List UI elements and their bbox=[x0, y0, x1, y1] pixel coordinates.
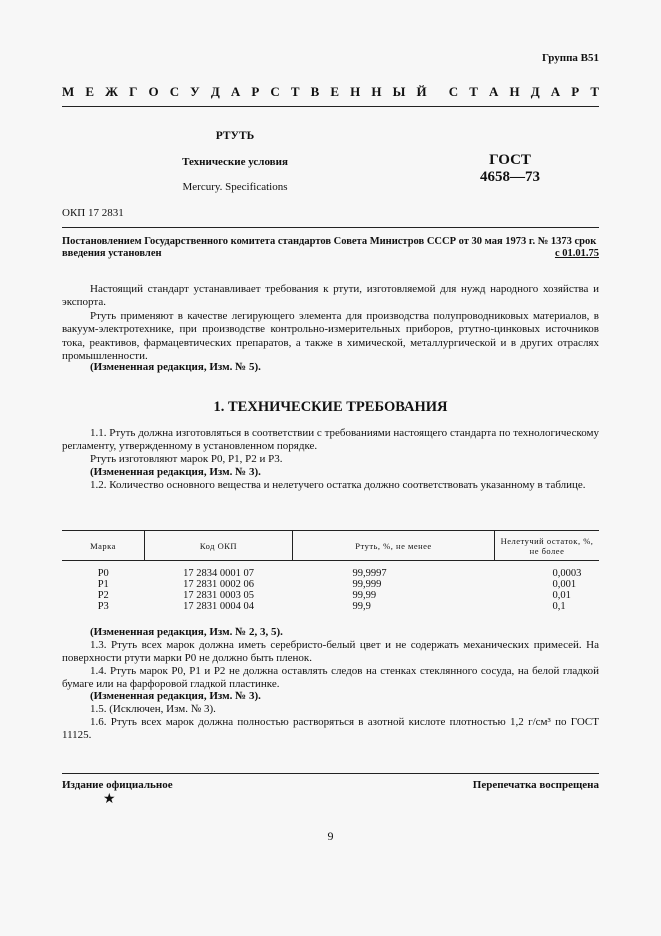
cell-residue: 0,0003 bbox=[552, 568, 582, 579]
official-edition-label: Издание официальное bbox=[62, 779, 173, 791]
cell-mercury: 99,9 bbox=[352, 601, 371, 612]
banner-letter: Д bbox=[530, 84, 540, 99]
cell-grade: Р1 bbox=[97, 579, 109, 590]
cell-okp: 17 2831 0003 05 bbox=[183, 590, 254, 601]
footer-divider bbox=[62, 773, 599, 774]
cell-mercury: 99,99 bbox=[352, 590, 377, 601]
banner-letter: Р bbox=[251, 84, 260, 99]
cell-grade: Р2 bbox=[97, 590, 109, 601]
gost-label: ГОСТ bbox=[489, 152, 531, 168]
star-icon: ★ bbox=[103, 792, 116, 807]
table-row bbox=[62, 601, 599, 612]
english-title: Mercury. Specifications bbox=[182, 181, 288, 193]
banner-letter: В bbox=[310, 84, 320, 99]
banner-letter: Т bbox=[290, 84, 300, 99]
clause-1-3: 1.3. Ртуть всех марок должна иметь серебристо-белый цвет и не содержать механических примесей. На поверхности ртути марки Р0 не должно быть пленок. bbox=[62, 639, 599, 665]
composition-table bbox=[62, 530, 599, 612]
okp-code: ОКП 17 2831 bbox=[62, 207, 124, 219]
banner-letter: Д bbox=[210, 84, 220, 99]
clause-1-6: 1.6. Ртуть всех марок должна полностью растворяться в азотной кислоте плотностью 1,2 г/см³ по ГОСТ 11125. bbox=[62, 716, 599, 742]
banner-letter: А bbox=[230, 84, 241, 99]
header-residue: Нелетучий остаток, %, не более bbox=[495, 531, 600, 561]
header-grade: Марка bbox=[62, 531, 145, 561]
header-mercury: Ртуть, %, не менее bbox=[293, 531, 495, 561]
banner-letter: Е bbox=[330, 84, 340, 99]
table-row bbox=[62, 579, 599, 590]
cell-okp: 17 2834 0001 07 bbox=[183, 568, 254, 579]
interstate-standard-banner bbox=[62, 84, 599, 100]
reprint-prohibited-label: Перепечатка воспрещена bbox=[472, 779, 599, 791]
page-number: 9 bbox=[327, 829, 334, 843]
clause-1-5 bbox=[62, 703, 599, 716]
table-amendment: (Измененная редакция, Изм. № 2, 3, 5). bbox=[90, 626, 283, 638]
banner-letter: Н bbox=[371, 84, 382, 99]
cell-grade: Р0 bbox=[97, 568, 109, 579]
table-header-row bbox=[62, 531, 599, 561]
banner-letter: Т bbox=[590, 84, 599, 99]
decree-block bbox=[62, 236, 599, 260]
intro-amendment: (Измененная редакция, Изм. № 5). bbox=[90, 361, 261, 373]
cell-mercury: 99,999 bbox=[352, 579, 382, 590]
banner-letter: Е bbox=[85, 84, 95, 99]
cell-residue: 0,001 bbox=[552, 579, 577, 590]
banner-letter: С bbox=[270, 84, 280, 99]
document-subtitle: Технические условия bbox=[182, 156, 288, 168]
clause-1-1-amendment: (Измененная редакция, Изм. № 3). bbox=[90, 466, 261, 478]
clause-1-1: 1.1. Ртуть должна изготовляться в соответствии с требованиями настоящего стандарта по технологическому регламенту, утвержденному в установленном порядке. bbox=[62, 427, 599, 453]
cell-residue: 0,1 bbox=[552, 601, 566, 612]
banner-letter: У bbox=[190, 84, 200, 99]
header-okp-code: Код ОКП bbox=[145, 531, 293, 561]
table-row bbox=[62, 561, 599, 580]
table-row bbox=[62, 590, 599, 601]
cell-grade: Р3 bbox=[97, 601, 109, 612]
banner-letter: О bbox=[148, 84, 159, 99]
banner-letter: М bbox=[62, 84, 75, 99]
clause-1-2: 1.2. Количество основного вещества и нелетучего остатка должно соответствовать указанному в таблице. bbox=[90, 479, 586, 491]
decree-text: Постановлением Государственного комитета стандартов Совета Министров СССР от 30 мая 1973 г. № 1373 срок введения установлен bbox=[62, 236, 597, 259]
group-code: Группа В51 bbox=[541, 52, 599, 64]
clause-1-4-amendment: (Измененная редакция, Изм. № 3). bbox=[90, 690, 261, 702]
clause-1-5-text: 1.5. (Исключен, Изм. № 3). bbox=[90, 703, 216, 715]
cell-mercury: 99,9997 bbox=[352, 568, 387, 579]
banner-letter: Г bbox=[129, 84, 138, 99]
banner-letter: А bbox=[489, 84, 499, 99]
section-heading: 1. ТЕХНИЧЕСКИЕ ТРЕБОВАНИЯ bbox=[213, 399, 448, 415]
banner-letter: Т bbox=[469, 84, 478, 99]
banner-letter: А bbox=[550, 84, 561, 99]
top-divider bbox=[62, 106, 599, 107]
intro-paragraph-2: Ртуть применяют в качестве легирующего элемента для производства полупроводниковых материалов, в вакуум-электротехнике, при производстве контрольно-измерительных приборов, ртутно-цинковых источников тока, реактивов, фармацевтических препаратов, а также в химической, металлургической и в других отраслях промышленности. bbox=[62, 310, 599, 362]
banner-letter: Ж bbox=[105, 84, 118, 99]
intro-paragraph-1: Настоящий стандарт устанавливает требования к ртути, изготовляемой для нужд народного хозяйства и экспорта. bbox=[62, 283, 599, 309]
gost-code: 4658—73 bbox=[480, 169, 540, 185]
decree-date: с 01.01.75 bbox=[554, 248, 599, 259]
okp-divider bbox=[62, 227, 599, 228]
gost-number bbox=[470, 152, 550, 186]
banner-letter: Ы bbox=[392, 84, 406, 99]
clause-1-1-grades: Ртуть изготовляют марок Р0, Р1, Р2 и Р3. bbox=[90, 453, 283, 465]
banner-letter: Й bbox=[416, 84, 427, 99]
cell-okp: 17 2831 0004 04 bbox=[183, 601, 254, 612]
banner-letter: С bbox=[169, 84, 180, 99]
document-title: РТУТЬ bbox=[215, 130, 255, 142]
banner-letter: Р bbox=[571, 84, 580, 99]
cell-residue: 0,01 bbox=[552, 590, 571, 601]
cell-okp: 17 2831 0002 06 bbox=[183, 579, 254, 590]
banner-letter: С bbox=[448, 84, 459, 99]
banner-letter: Н bbox=[509, 84, 520, 99]
banner-letter: Н bbox=[350, 84, 361, 99]
clause-1-4: 1.4. Ртуть марок Р0, Р1 и Р2 не должна оставлять следов на стенках стеклянного сосуда, на белой гладкой бумаге или на фарфоровой гладкой пластинке. bbox=[62, 665, 599, 691]
